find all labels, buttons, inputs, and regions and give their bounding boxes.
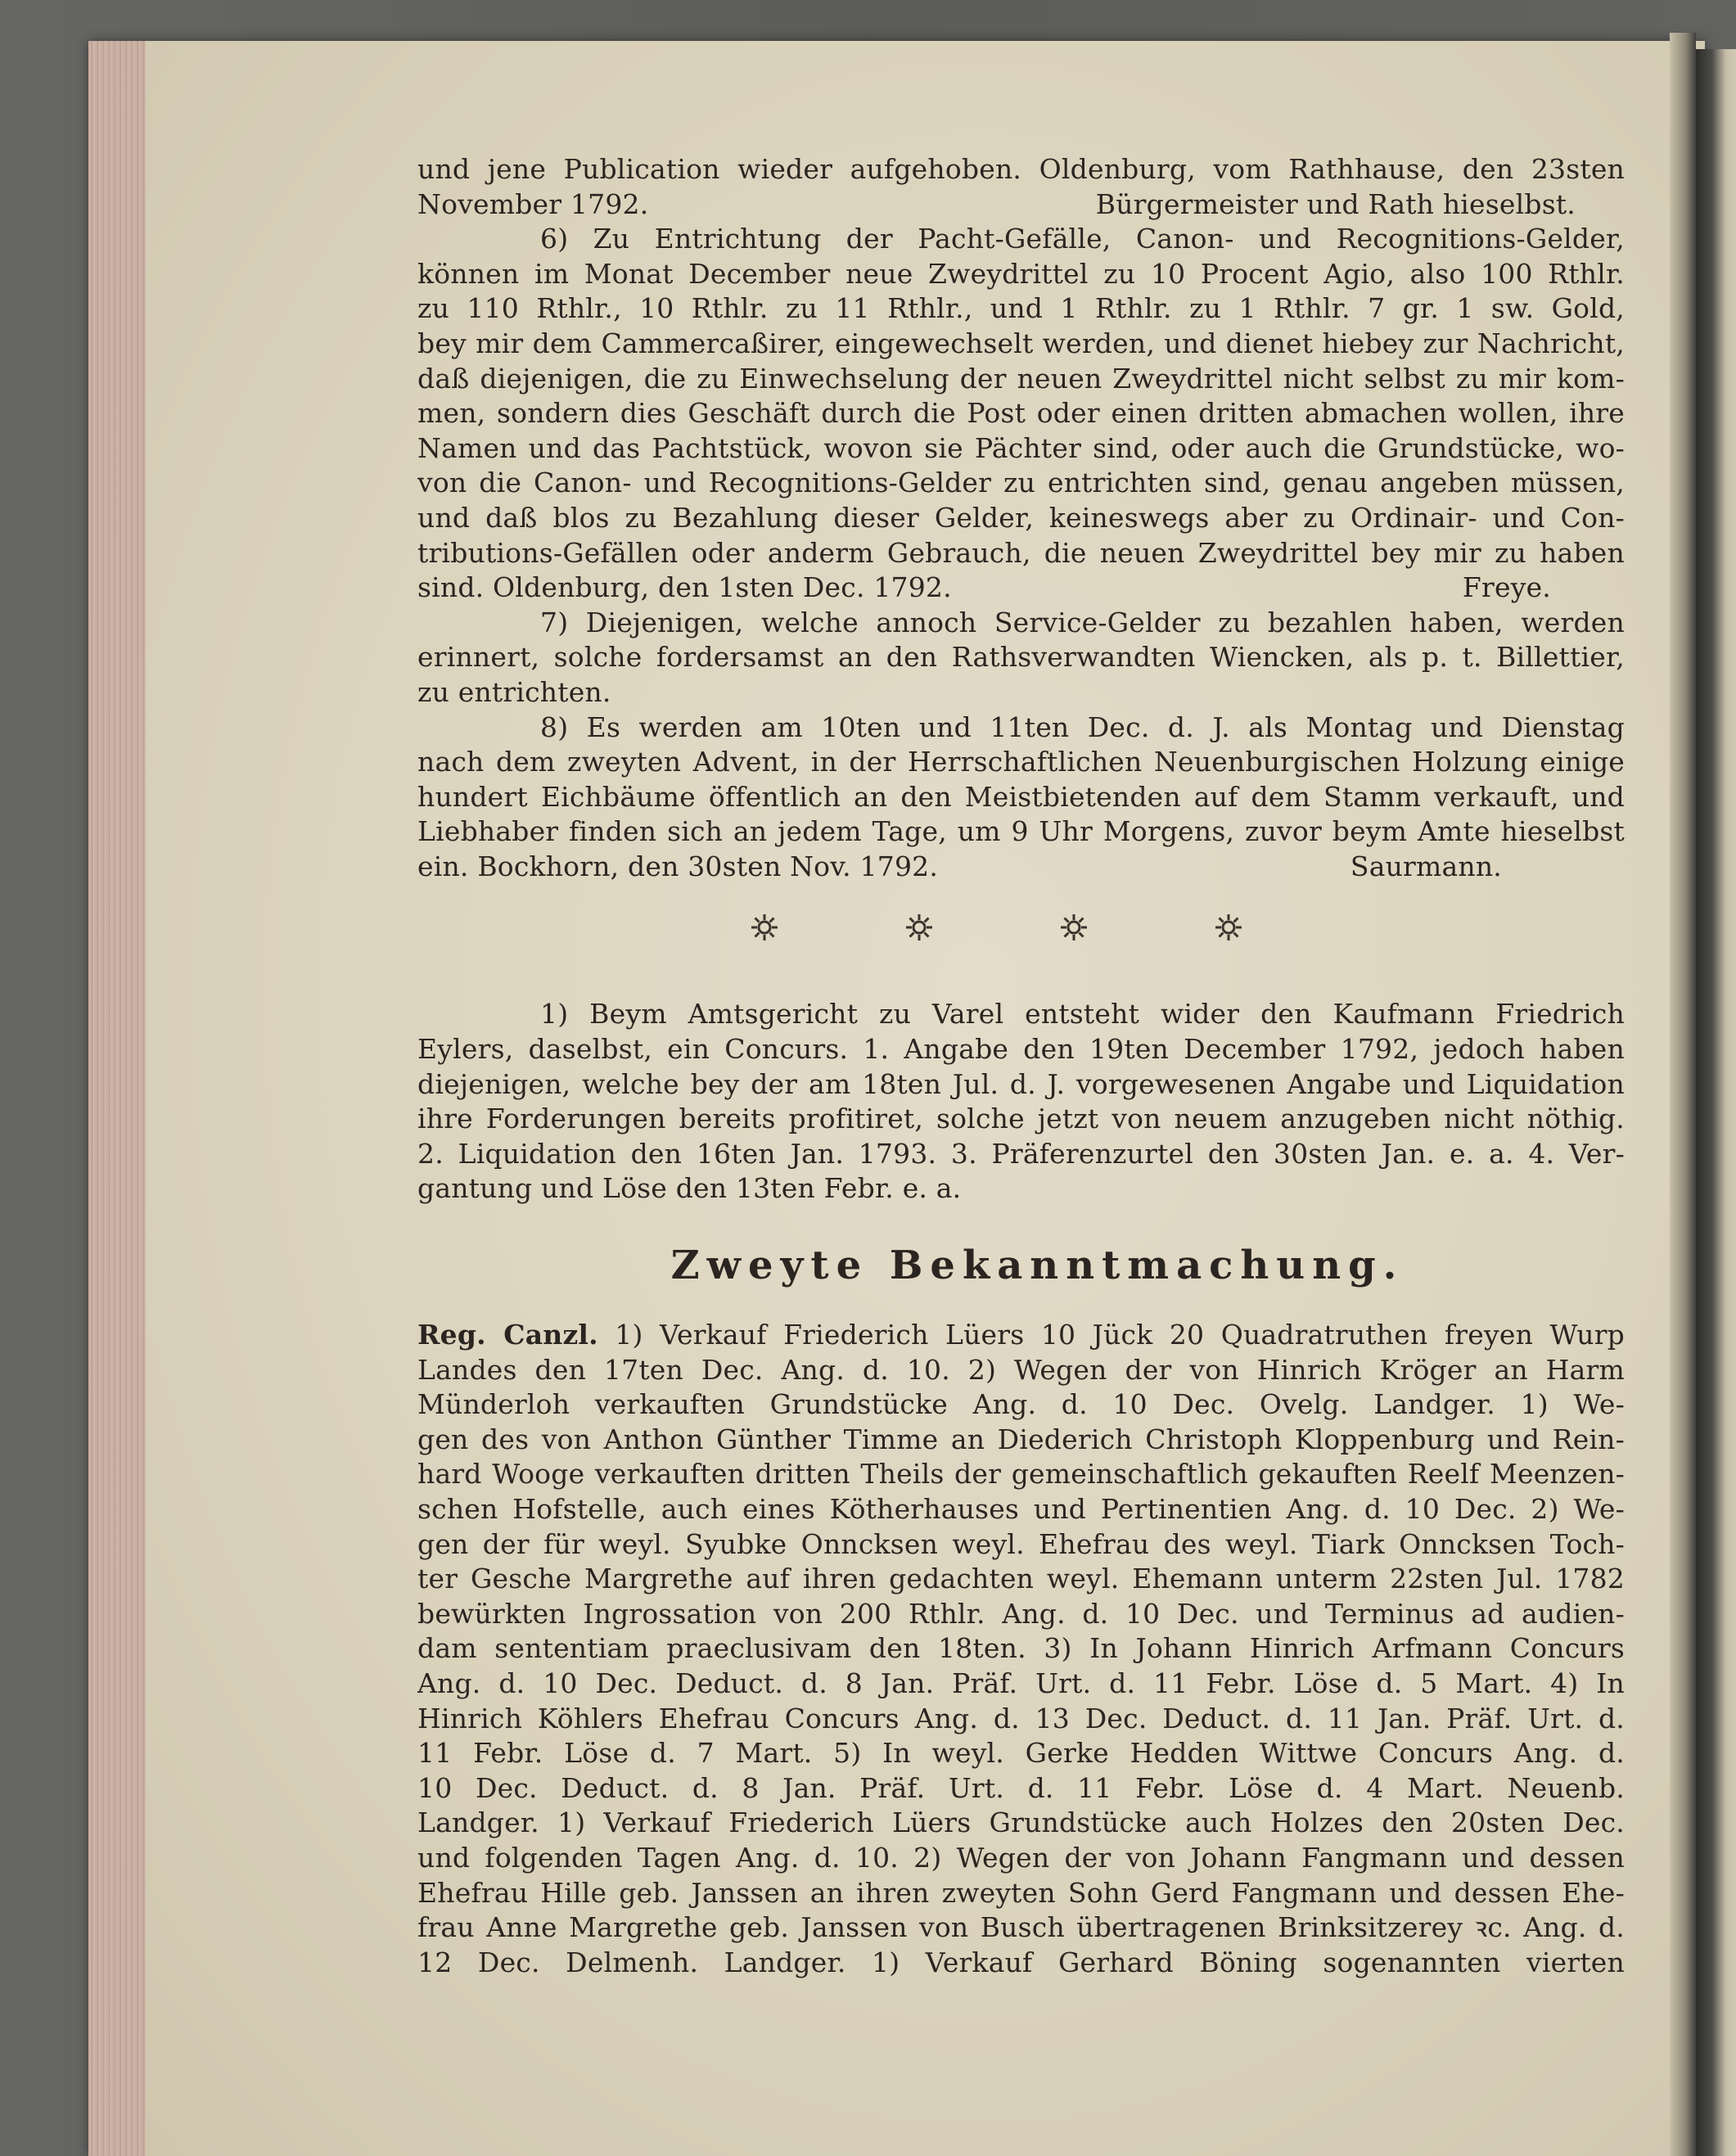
text-line: hard Wooge verkauften dritten Theils der gemeinschaftlich gekauften Reelf Meenzen- [417, 1458, 1625, 1491]
page-edge-stack [88, 41, 146, 2156]
text-line: ihre Forderungen bereits profitiret, solche jetzt von neuem anzugeben nicht nöthig. [417, 1103, 1625, 1135]
text-line: Hinrich Köhlers Ehefrau Concurs Ang. d. 13 Dec. Deduct. d. 11 Jan. Präf. Urt. d. [417, 1702, 1625, 1734]
signature: Freye. [1462, 571, 1551, 604]
text-line: und folgenden Tagen Ang. d. 10. 2) Wegen der von Johann Fangmann und dessen [417, 1841, 1625, 1874]
text-line: hundert Eichbäume öffentlich an den Meistbietenden auf dem Stamm verkauft, und [417, 780, 1625, 813]
sun-star-icon [1215, 913, 1242, 941]
text-line: daß diejenigen, die zu Einwechselung der neuen Zweydrittel nicht selbst zu mir kom- [417, 362, 1625, 395]
text-line: Landes den 17ten Dec. Ang. d. 10. 2) Wegen der von Hinrich Kröger an Harm [417, 1353, 1625, 1386]
text-line: 11 Febr. Löse d. 7 Mart. 5) In weyl. Gerke Hedden Wittwe Concurs Ang. d. [417, 1737, 1625, 1770]
text-line [417, 187, 1625, 223]
text-line: men, sondern dies Geschäft durch die Post oder einen dritten abmachen wollen, ihre [417, 397, 1625, 430]
text-line: erinnert, solche fordersamst an den Rathsverwandten Wiencken, als p. t. Billettier, [417, 641, 1625, 674]
text-line [417, 1318, 1625, 1353]
text-line: und jene Publication wieder aufgehoben. Oldenburg, vom Rathhause, den 23sten [417, 153, 1625, 185]
text-line: dam sententiam praeclusivam den 18ten. 3) In Johann Hinrich Arfmann Concurs [417, 1632, 1625, 1665]
text-line: bewürkten Ingrossation von 200 Rthlr. Ang. d. 10 Dec. und Terminus ad audien- [417, 1597, 1625, 1630]
text-line [417, 571, 1625, 606]
section-heading: Zweyte Bekanntmachung. [670, 1243, 1405, 1289]
text-fragment: 1) Verkauf Friederich Lüers 10 Jück 20 Quadratruthen freyen Wurp [597, 1319, 1625, 1351]
text-line: diejenigen, welche bey der am 18ten Jul. d. J. vorgewesenen Angabe und Liquidation [417, 1067, 1625, 1100]
text-line: von die Canon- und Recognitions-Gelder zu entrichten sind, genau angeben müssen, [417, 467, 1625, 499]
text-line: zu 110 Rthlr., 10 Rthlr. zu 11 Rthlr., und 1 Rthlr. zu 1 Rthlr. 7 gr. 1 sw. Gold, [417, 292, 1625, 325]
court-abbreviation: Reg. Canzl. [417, 1319, 598, 1351]
text-line: können im Monat December neue Zweydrittel zu 10 Procent Agio, also 100 Rthlr. [417, 257, 1625, 290]
text-line: schen Hofstelle, auch eines Kötherhauses und Pertinentien Ang. d. 10 Dec. 2) We- [417, 1493, 1625, 1525]
text-line: Namen und das Pachtstück, wovon sie Pächter sind, oder auch die Grundstücke, wo- [417, 431, 1625, 464]
ornament-row [417, 913, 1625, 974]
text-line: Eylers, daselbst, ein Concurs. 1. Angabe den 19ten December 1792, jedoch haben [417, 1033, 1625, 1066]
text-line: 12 Dec. Delmenh. Landger. 1) Verkauf Gerhard Böning sogenannten vierten [417, 1946, 1625, 1978]
text-line: gen der für weyl. Syubke Onncksen weyl. Ehefrau des weyl. Tiark Onncksen Toch- [417, 1527, 1625, 1560]
text-line: 8) Es werden am 10ten und 11ten Dec. d. J. als Montag und Dienstag [540, 710, 1625, 743]
text-line: nach dem zweyten Advent, in der Herrschaftlichen Neuenburgischen Holzung einige [417, 746, 1625, 778]
text-line: zu entrichten. [417, 675, 611, 708]
signature: Bürgermeister und Rath hieselbst. [1095, 187, 1576, 220]
text-line: ter Gesche Margrethe auf ihren gedachten weyl. Ehemann unterm 22sten Jul. 1782 [417, 1563, 1625, 1595]
signature: Saurmann. [1350, 850, 1502, 882]
concurs-section [417, 997, 1625, 1207]
text-line: Ehefrau Hille geb. Janssen an ihren zweyten Sohn Gerd Fangmann und dessen Ehe- [417, 1876, 1625, 1909]
text-line: 1) Beym Amtsgericht zu Varel entsteht wider den Kaufmann Friedrich [540, 998, 1625, 1031]
page-text [417, 152, 1625, 1980]
text-fragment: ein. Bockhorn, den 30sten Nov. 1792. [417, 850, 939, 882]
notices-section [417, 152, 1625, 884]
text-line: gantung und Löse den 13ten Febr. e. a. [417, 1172, 962, 1205]
text-line: 2. Liquidation den 16ten Jan. 1793. 3. Präferenzurtel den 30sten Jan. e. a. 4. Ver- [417, 1137, 1625, 1170]
text-fragment: sind. Oldenburg, den 1sten Dec. 1792. [417, 571, 952, 604]
text-line: Liebhaber finden sich an jedem Tage, um 9 Uhr Morgens, zuvor beym Amte hieselbst [417, 815, 1625, 848]
facing-page-edge [1696, 49, 1736, 2156]
second-announcement-section [417, 1318, 1625, 1980]
text-line: Ang. d. 10 Dec. Deduct. d. 8 Jan. Präf. Urt. d. 11 Febr. Löse d. 5 Mart. 4) In [417, 1667, 1625, 1699]
text-line: und daß blos zu Bezahlung dieser Gelder, keineswegs aber zu Ordinair- und Con- [417, 501, 1625, 534]
book-gutter [1670, 33, 1696, 2156]
text-line: Münderloh verkauften Grundstücke Ang. d. 10 Dec. Ovelg. Landger. 1) We- [417, 1388, 1625, 1421]
text-line: frau Anne Margrethe geb. Janssen von Busch übertragenen Brinksitzerey ꝛc. Ang. d. [417, 1911, 1625, 1944]
text-line: bey mir dem Cammercaßirer, eingewechselt werden, und dienet hiebey zur Nachricht, [417, 327, 1625, 359]
text-line: 10 Dec. Deduct. d. 8 Jan. Präf. Urt. d. 11 Febr. Löse d. 4 Mart. Neuenb. [417, 1771, 1625, 1804]
sun-star-icon [905, 913, 933, 941]
text-line: 7) Diejenigen, welche annoch Service-Gelder zu bezahlen haben, werden [540, 606, 1625, 638]
text-line: gen des von Anthon Günther Timme an Diederich Christoph Kloppenburg und Rein- [417, 1423, 1625, 1455]
text-line: Landger. 1) Verkauf Friederich Lüers Grundstücke auch Holzes den 20sten Dec. [417, 1806, 1625, 1839]
text-line: tributions-Gefällen oder anderm Gebrauch, die neuen Zweydrittel bey mir zu haben [417, 536, 1625, 569]
text-line [417, 850, 1625, 885]
text-fragment: November 1792. [417, 187, 649, 220]
text-line: 6) Zu Entrichtung der Pacht-Gefälle, Canon- und Recognitions-Gelder, [540, 223, 1625, 255]
sun-star-icon [1060, 913, 1088, 941]
sun-star-icon [751, 913, 778, 941]
